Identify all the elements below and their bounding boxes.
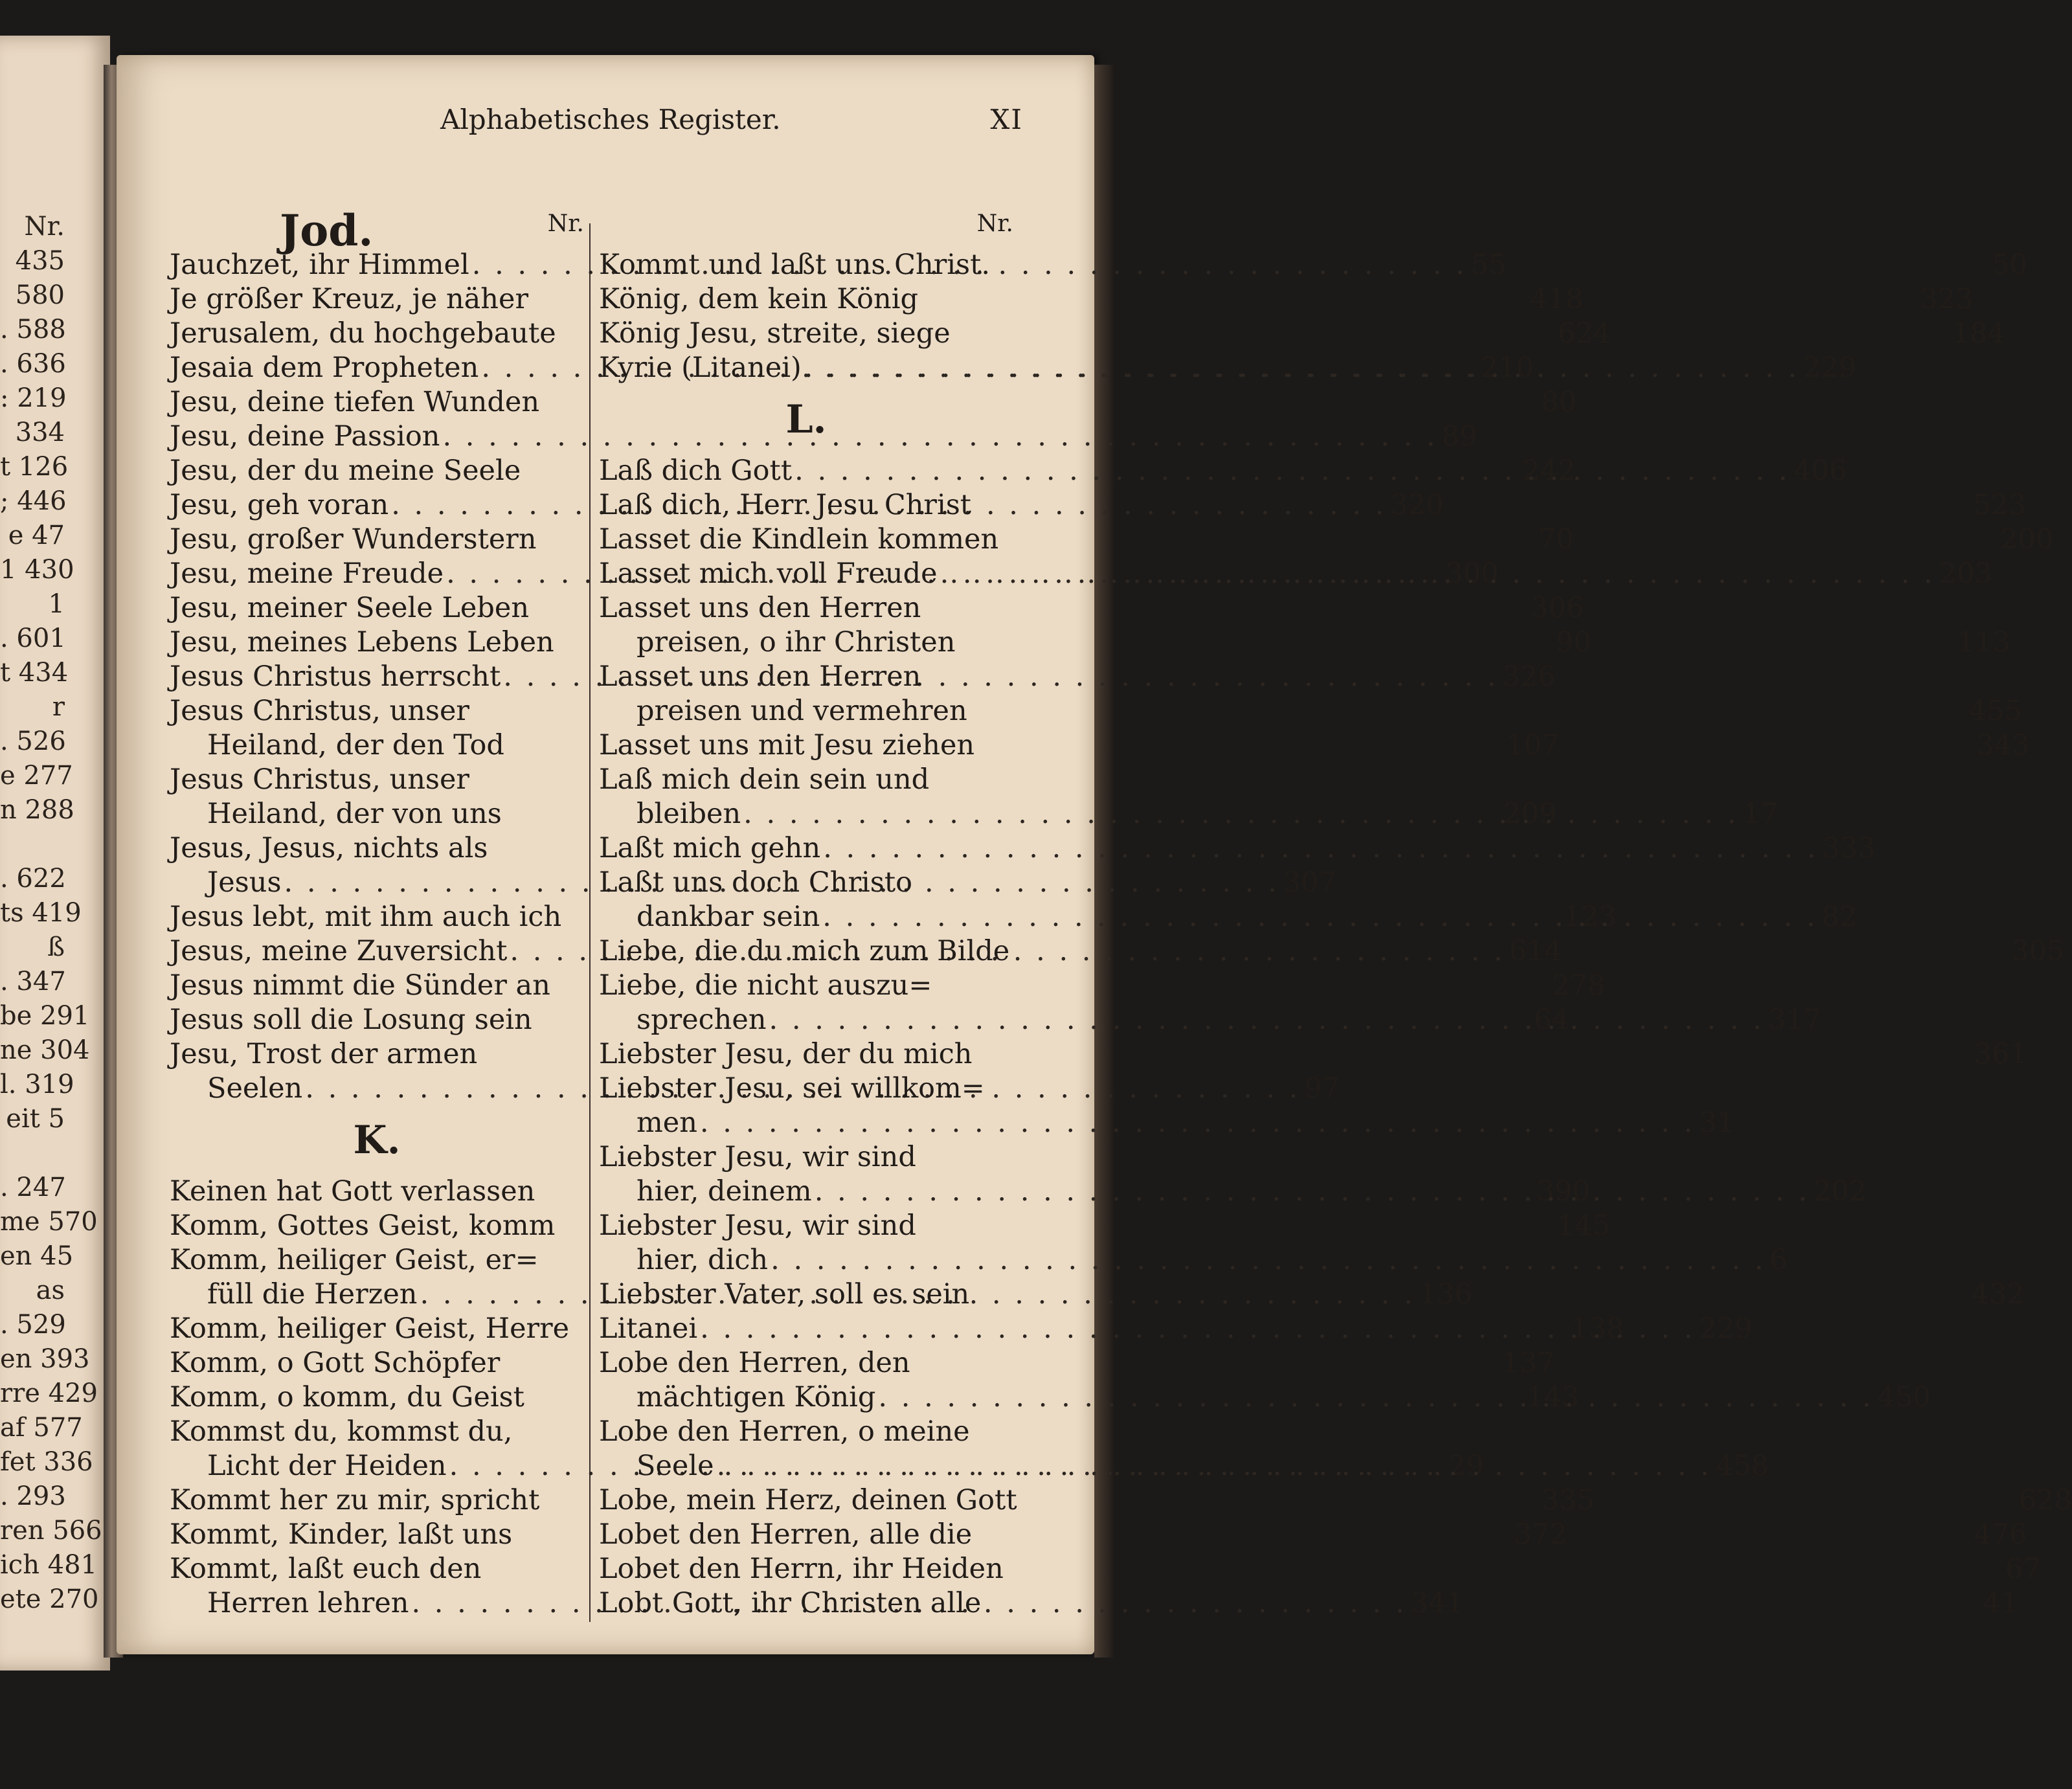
entry-title: Jesus Christus, unser [170, 763, 469, 796]
entry-title: Jesu, großer Wunderstern [170, 523, 537, 556]
previous-page-text: 334 [15, 418, 65, 447]
entry-title: Liebe, die nicht auszu= [599, 969, 932, 1002]
previous-page-text: : 219 [0, 383, 67, 413]
entry-title: Jesus Christus, unser [170, 695, 469, 727]
previous-page-text: ne 304 [0, 1035, 90, 1065]
section-heading-jod: Jod. [280, 205, 374, 256]
entry-title: Laß dich, Herr Jesu Christ [599, 489, 972, 521]
register-entry [599, 1346, 1013, 1380]
entry-number: 138 [1571, 1312, 1625, 1345]
dot-leader [815, 1175, 1810, 1209]
entry-title: Liebster Jesu, wir sind [599, 1141, 916, 1173]
heading-spacer [599, 214, 1013, 248]
entry-title: Komm, o Gott Schöpfer [170, 1347, 501, 1379]
entry-title: Kommst du, kommst du, [170, 1415, 513, 1448]
entry-title: Herren lehren [207, 1587, 409, 1619]
entry-title: Licht der Heiden [207, 1450, 447, 1482]
register-entry [170, 385, 1577, 420]
entry-number: 320 [1390, 489, 1444, 521]
previous-page-text: 1 430 [0, 555, 74, 585]
previous-page-text: fet 336 [0, 1447, 93, 1477]
entry-number: 80 [1541, 386, 1577, 418]
previous-page-text: 580 [15, 280, 65, 310]
register-entry [170, 1552, 584, 1586]
entry-number: 372 [1514, 1518, 1568, 1551]
entry-title: Lobe den Herren, den [599, 1347, 910, 1379]
entry-title: Je größer Kreuz, je näher [170, 283, 529, 315]
entry-title: Lasset uns den Herren [599, 592, 921, 624]
previous-page-text: eit 5 [6, 1104, 65, 1134]
dot-leader [700, 1312, 1695, 1346]
entry-number: 476 [1974, 1518, 2027, 1551]
entry-title: Keinen hat Gott verlassen [170, 1175, 535, 1208]
entry-title: Lasset uns mit Jesu ziehen [599, 729, 975, 761]
entry-title: Seele [636, 1450, 714, 1482]
entry-number: 278 [1552, 969, 1606, 1002]
previous-page-text: 1 [48, 589, 65, 619]
entry-title: Kommt her zu mir, spricht [170, 1484, 540, 1516]
register-entry [599, 763, 1013, 797]
previous-page-text: rre 429 [0, 1378, 98, 1408]
entry-title: Kyrie (Litanei) [599, 352, 802, 384]
entry-title: hier, deinem [636, 1175, 812, 1208]
entry-title: Heiland, der von uns [207, 798, 502, 830]
entry-number: 323 [1920, 283, 1974, 315]
entry-title: Jesu, deine tiefen Wunden [170, 386, 540, 418]
entry-title: Liebster Jesu, der du mich [599, 1038, 973, 1070]
register-entry [599, 591, 1013, 625]
entry-number: 137 [1502, 1347, 1555, 1379]
previous-page-text: e 47 [8, 521, 65, 550]
entry-number: 450 [1877, 1381, 1931, 1413]
entry-title: Lobet den Herren, alle die [599, 1518, 973, 1551]
register-entry [599, 1140, 1013, 1175]
entry-title: hier, dich [636, 1244, 769, 1276]
previous-page-text: e 277 [0, 761, 73, 791]
previous-page-text: . 247 [0, 1173, 66, 1202]
dot-leader [804, 351, 1799, 385]
entry-number: 317 [1768, 1004, 1821, 1036]
entry-number: 6 [1770, 1244, 1788, 1276]
previous-page-text: l. 319 [0, 1070, 74, 1099]
previous-page-text: en 45 [0, 1241, 74, 1271]
entry-number: 614 [1509, 935, 1562, 967]
entry-title: bleiben [636, 798, 741, 830]
entry-number: 145 [1557, 1210, 1610, 1242]
entry-title: Lobet den Herrn, ihr Heiden [599, 1553, 1004, 1585]
entry-title: Jesu, Trost der armen [170, 1038, 478, 1070]
entry-title: Liebster Vater, soll es sein [599, 1278, 970, 1311]
entry-title: Jesus [207, 866, 282, 899]
entry-number: 406 [1794, 455, 1847, 487]
previous-page-text: as [36, 1276, 65, 1305]
section-heading-k: K. [353, 1118, 401, 1163]
entry-title: Jesus, Jesus, nichts als [170, 832, 488, 864]
previous-page-text: t 434 [0, 658, 69, 688]
entry-title: Lasset mich voll Freude [599, 557, 938, 590]
column-number-heading: Nr. [976, 210, 1013, 237]
entry-title: Jesu, der du meine Seele [170, 455, 521, 487]
dot-leader [794, 454, 1790, 488]
entry-title: men [636, 1107, 697, 1139]
entry-number: 64 [1533, 1004, 1570, 1036]
previous-page-text: 435 [15, 246, 65, 276]
register-entry [170, 831, 584, 866]
entry-number: 184 [1952, 317, 2005, 350]
entry-number: 307 [1283, 866, 1336, 899]
entry-number: 143 [1526, 1381, 1580, 1413]
dot-leader [822, 900, 1818, 934]
previous-page-fragment [0, 36, 110, 1671]
register-entry [170, 694, 584, 728]
entry-number: 229 [1803, 352, 1856, 384]
register-entry [599, 694, 2022, 728]
entry-title: Komm, heiliger Geist, er= [170, 1244, 539, 1276]
entry-number: 203 [1939, 557, 1992, 590]
register-entry [599, 660, 1013, 694]
dot-leader [700, 1106, 1695, 1140]
entry-title: Liebster Jesu, sei willkom= [599, 1072, 985, 1105]
entry-number: 82 [1821, 901, 1858, 933]
entry-title: preisen und vermehren [636, 695, 967, 727]
entry-number: 70 [1538, 523, 1574, 556]
register-entry [599, 866, 1013, 900]
previous-page-text: ich 481 [0, 1550, 98, 1580]
previous-page-text: . 347 [0, 967, 66, 996]
page-title: Alphabetisches Register. [440, 104, 781, 135]
entry-number: 97 [1304, 1072, 1340, 1105]
previous-page-text: me 570 [0, 1207, 98, 1237]
register-entry [599, 1243, 1788, 1277]
entry-title: Lasset uns den Herren [599, 660, 921, 693]
previous-page-text: . 526 [0, 726, 66, 756]
entry-number: 326 [1502, 660, 1556, 693]
entry-number: 90 [1555, 626, 1592, 658]
register-entry [170, 420, 1478, 454]
entry-number: 335 [1541, 1484, 1595, 1516]
entry-number: 305 [2011, 935, 2065, 967]
entry-title: Lobt Gott, ihr Christen alle [599, 1587, 982, 1619]
entry-number: 31 [1699, 1107, 1735, 1139]
section-heading-l: L. [785, 397, 827, 442]
dot-leader [769, 1003, 1764, 1037]
entry-title: Jerusalem, du hochgebaute [170, 317, 556, 350]
register-entry [170, 763, 584, 797]
entry-number: 628 [2018, 1484, 2072, 1516]
entry-title: Jesus nimmt die Sünder an [170, 969, 550, 1002]
previous-page-text: . 636 [0, 349, 66, 379]
previous-page-text: . 293 [0, 1481, 66, 1511]
previous-page-text: af 577 [0, 1413, 83, 1443]
entry-title: Jesu, geh voran [170, 489, 389, 521]
entry-title: Jesus Christus herrscht [170, 660, 501, 693]
entry-number: 390 [1537, 1175, 1590, 1208]
entry-title: sprechen [636, 1004, 767, 1036]
entry-title: Kommt, Kinder, laßt uns [170, 1518, 513, 1551]
register-entry [170, 1415, 584, 1449]
entry-number: 242 [1522, 455, 1576, 487]
previous-page-text: be 291 [0, 1001, 90, 1031]
register-entry [170, 1243, 584, 1277]
entry-title: Kommt, laßt euch den [170, 1553, 482, 1585]
entry-number: 455 [1968, 695, 2022, 727]
previous-page-text: . 588 [0, 315, 66, 344]
dot-leader [823, 831, 1818, 866]
previous-page-text: ren 566 [0, 1516, 102, 1546]
entry-number: 107 [1506, 729, 1560, 761]
entry-title: Seelen [207, 1072, 303, 1105]
register-entry [599, 969, 1013, 1003]
entry-number: 50 [1992, 249, 2027, 281]
register-entry [599, 1552, 2041, 1586]
entry-title: Jesu, meines Lebens Leben [170, 626, 554, 658]
entry-title: Lobe, mein Herz, deinen Gott [599, 1484, 1017, 1516]
dot-leader [771, 1243, 1766, 1277]
register-entry [599, 1209, 1013, 1243]
entry-number: 418 [1530, 283, 1584, 315]
previous-page-text: ß [47, 932, 65, 962]
previous-page-text: . 622 [0, 864, 66, 894]
entry-number: 29 [1448, 1450, 1484, 1482]
previous-page-text: ; 446 [0, 486, 67, 516]
entry-number: 229 [1699, 1312, 1753, 1345]
entry-title: Komm, heiliger Geist, Herre [170, 1312, 570, 1345]
entry-number: 343 [1976, 729, 2030, 761]
dot-leader [743, 797, 1739, 831]
entry-title: Liebster Jesu, wir sind [599, 1210, 916, 1242]
register-entry [599, 1072, 1013, 1106]
previous-page-text: t 126 [0, 452, 69, 482]
entry-title: Laßt mich gehn [599, 832, 821, 864]
entry-title: Laß mich dein sein und [599, 763, 930, 796]
entry-title: Jesu, meine Freude [170, 557, 444, 590]
entry-number: 17 [1742, 798, 1779, 830]
entry-number: 136 [1419, 1278, 1472, 1311]
dot-leader [878, 1380, 1873, 1415]
entry-title: mächtigen König [636, 1381, 876, 1413]
entry-title: Jesus soll die Losung sein [170, 1004, 532, 1036]
entry-title: dankbar sein [636, 901, 820, 933]
previous-page-text: ete 270 [0, 1584, 99, 1614]
previous-page-text: r [52, 692, 65, 722]
previous-page-text: . 529 [0, 1310, 66, 1340]
entry-number: 67 [2005, 1553, 2041, 1585]
entry-number: 210 [1480, 352, 1534, 384]
dot-leader [940, 557, 1935, 591]
register-entry [170, 1037, 584, 1072]
entry-title: Jesus, meine Zuversicht [170, 935, 508, 967]
previous-page-text: . 601 [0, 624, 66, 653]
entry-title: Jesu, meiner Seele Leben [170, 592, 530, 624]
entry-number: 432 [1971, 1278, 2025, 1311]
entry-title: Laßt uns doch Christo [599, 866, 912, 899]
entry-number: 523 [1973, 489, 2027, 521]
entry-title: Litanei [599, 1312, 698, 1345]
entry-number: 41 [1983, 1587, 2019, 1619]
entry-title: Jauchzet, ihr Himmel [170, 249, 469, 281]
entry-number: 123 [1563, 901, 1617, 933]
register-entry [599, 1037, 2027, 1072]
entry-number: 202 [1813, 1175, 1867, 1208]
entry-title: Komm, o komm, du Geist [170, 1381, 524, 1413]
entry-number: 341 [1410, 1587, 1464, 1619]
entry-title: Jesus lebt, mit ihm auch ich [170, 901, 562, 933]
entry-title: König Jesu, streite, siege [599, 317, 951, 350]
entry-number: 458 [1715, 1450, 1769, 1482]
entry-title: füll die Herzen [207, 1278, 418, 1311]
entry-number: 55 [1470, 249, 1507, 281]
previous-page-text: en 393 [0, 1344, 90, 1374]
entry-title: Jesu, deine Passion [170, 420, 440, 453]
previous-page-text: ts 419 [0, 898, 82, 928]
entry-number: 300 [1445, 557, 1499, 590]
entry-number: 200 [2000, 523, 2054, 556]
entry-title: Lasset die Kindlein kommen [599, 523, 999, 556]
register-entry [599, 831, 1876, 866]
entry-title: Laß dich Gott [599, 455, 793, 487]
column-number-heading: Nr. [547, 210, 584, 237]
previous-page-text: n 288 [0, 795, 74, 825]
dot-leader [717, 1449, 1712, 1483]
register-entry [599, 1415, 1013, 1449]
entry-number: 209 [1503, 798, 1557, 830]
previous-page-text: Nr. [24, 212, 65, 242]
entry-title: Kommt und laßt uns Christ. [599, 249, 991, 281]
entry-title: Lobe den Herren, o meine [599, 1415, 970, 1448]
page-number: XI [990, 104, 1023, 135]
entry-title: Heiland, der den Tod [207, 729, 504, 761]
entry-number: 113 [1957, 626, 2010, 658]
register-entry [599, 1106, 1735, 1140]
entry-number: 89 [1441, 420, 1478, 453]
entry-number: 361 [1974, 1038, 2027, 1070]
entry-title: König, dem kein König [599, 283, 919, 315]
entry-title: Komm, Gottes Geist, komm [170, 1210, 556, 1242]
entry-number: 333 [1822, 832, 1876, 864]
entry-title: Liebe, die du mich zum Bilde [599, 935, 1010, 967]
entry-number: 306 [1531, 592, 1584, 624]
entry-number: 624 [1557, 317, 1611, 350]
entry-title: Jesaia dem Propheten [170, 352, 479, 384]
entry-title: preisen, o ihr Christen [636, 626, 956, 658]
